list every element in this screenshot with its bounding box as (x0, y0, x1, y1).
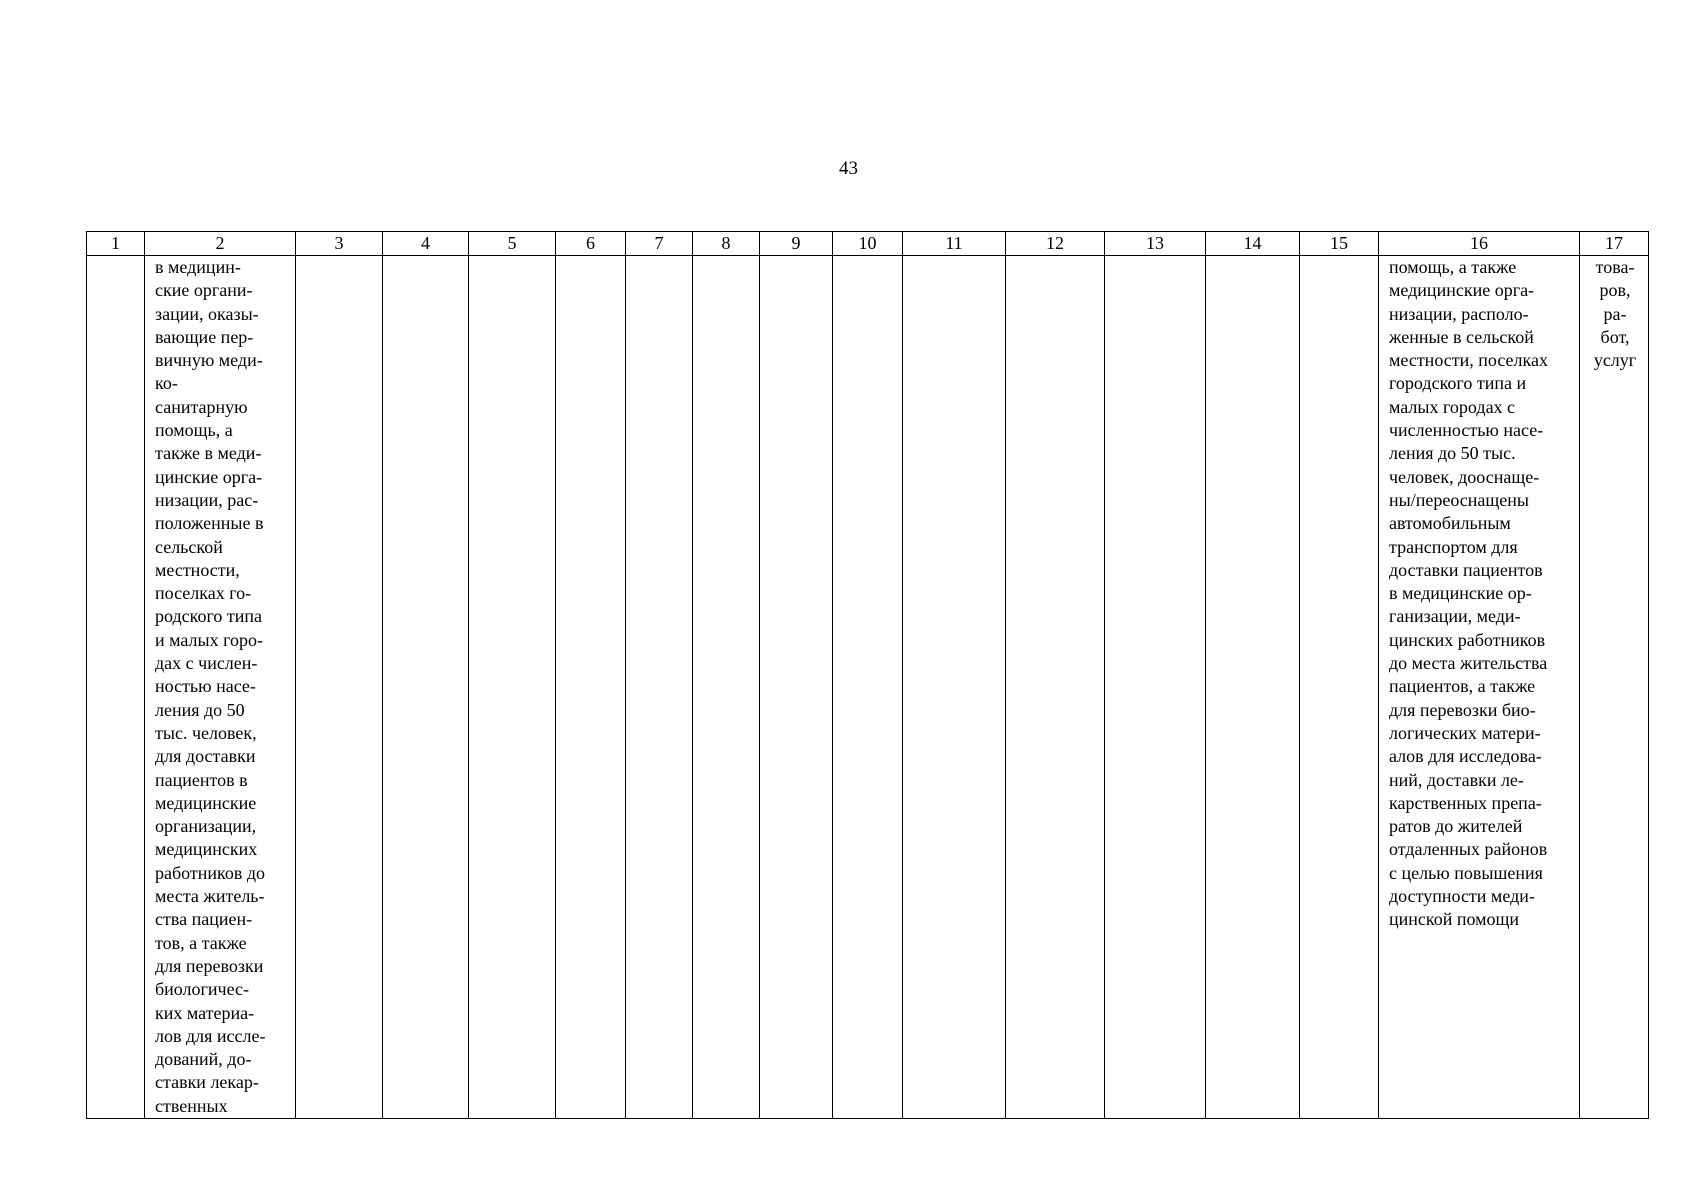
column-header-14: 14 (1206, 232, 1300, 256)
table-cell-col2 (145, 256, 296, 1119)
table-cell-col17 (1580, 256, 1649, 1119)
table-cell-col5 (469, 256, 556, 1119)
table-row (87, 256, 1649, 1119)
column-header-6: 6 (556, 232, 626, 256)
table-cell-col16 (1379, 256, 1580, 1119)
cell-text-col16: помощь, а также медицинские орга- низации, располо- женные в сельской местности, поселках городского типа и малых городах с численностью насе- ления до 50 тыс. человек, дооснаще- ны/переоснащены автомобильным транспортом для доставки пациентов в медицинские ор- ганизации, меди- цинских работников до места жительства пациентов, а также для перевозки био- логических матери- алов для исследова- ний, доставки ле- карственных препа- ратов до жителей отдаленных районов с целью повышения доступности меди- цинской помощи (1389, 257, 1548, 930)
table-cell-col10 (833, 256, 903, 1119)
column-header-17: 17 (1580, 232, 1649, 256)
column-header-2: 2 (145, 232, 296, 256)
table-cell-col11 (903, 256, 1006, 1119)
table-cell-col9 (760, 256, 833, 1119)
column-header-10: 10 (833, 232, 903, 256)
column-header-12: 12 (1006, 232, 1105, 256)
data-table (86, 231, 1649, 1119)
cell-text-col2: в медицин- ские органи- зации, оказы- вающие пер- вичную меди- ко- санитарную помощь, а также в меди- цинские орга- низации, рас- положенные в сельской местности, поселках го- родского типа и малых горо- дах с числен- ностью насе- ления до 50 тыс. человек, для доставки пациентов в медицинские организации, медицинских работников до места житель- ства пациен- тов, а также для перевозки биологичес- ких материа- лов для иссле- дований, до- ставки лекар- ственных (155, 257, 266, 1116)
table-cell-col8 (693, 256, 760, 1119)
table-cell-col12 (1006, 256, 1105, 1119)
page-number: 43 (839, 158, 858, 179)
column-header-3: 3 (296, 232, 383, 256)
table-cell-col7 (626, 256, 693, 1119)
column-header-4: 4 (383, 232, 469, 256)
header-row (87, 232, 1649, 256)
column-header-11: 11 (903, 232, 1006, 256)
cell-text-col17: това- ров, ра- бот, услуг (1593, 257, 1637, 371)
column-header-8: 8 (693, 232, 760, 256)
table-cell-col1 (87, 256, 145, 1119)
column-header-5: 5 (469, 232, 556, 256)
table-cell-col4 (383, 256, 469, 1119)
table-cell-col13 (1105, 256, 1206, 1119)
table-cell-col6 (556, 256, 626, 1119)
column-header-9: 9 (760, 232, 833, 256)
table-cell-col14 (1206, 256, 1300, 1119)
table-cell-col15 (1300, 256, 1379, 1119)
column-header-1: 1 (87, 232, 145, 256)
table-cell-col3 (296, 256, 383, 1119)
column-header-13: 13 (1105, 232, 1206, 256)
column-header-16: 16 (1379, 232, 1580, 256)
column-header-15: 15 (1300, 232, 1379, 256)
column-header-7: 7 (626, 232, 693, 256)
